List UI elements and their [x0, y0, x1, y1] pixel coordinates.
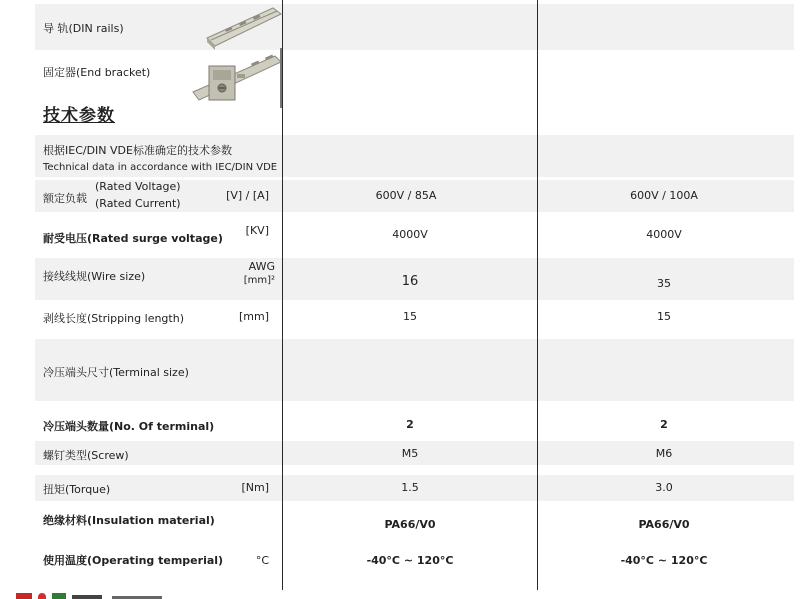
- torque-unit: [Nm]: [241, 481, 269, 494]
- strip-col1: 15: [403, 310, 417, 323]
- intro-en: Technical data in accordance with IEC/DIN VDE: [43, 162, 278, 173]
- temp-label: 使用温度(Operating temperial): [43, 554, 224, 567]
- insulation-col1: PA66/V0: [384, 518, 436, 531]
- insulation-label: 绝缘材料(Insulation material): [43, 514, 215, 527]
- insulation-col2: PA66/V0: [638, 518, 690, 531]
- terminal-no-label: 冷压端头数量(No. Of terminal): [43, 420, 215, 433]
- strip-label: 剥线长度(Stripping length): [43, 312, 184, 325]
- temp-unit: °C: [255, 554, 269, 567]
- rated-load-col2: 600V / 100A: [630, 189, 698, 202]
- surge-col2: 4000V: [646, 228, 682, 241]
- torque-col1: 1.5: [401, 481, 419, 494]
- strip-col2: 15: [657, 310, 671, 323]
- terminal-size-label: 冷压端头尺寸(Terminal size): [43, 366, 189, 379]
- screw-col2: M6: [655, 447, 673, 460]
- end-bracket-image: [191, 48, 283, 110]
- surge-label: 耐受电压(Rated surge voltage): [43, 232, 223, 245]
- surge-col1: 4000V: [392, 228, 428, 241]
- intro-cn: 根据IEC/DIN VDE标准确定的技术参数: [43, 144, 232, 157]
- end-bracket-label: 固定器(End bracket): [43, 66, 151, 79]
- rated-voltage-label: (Rated Voltage): [95, 180, 181, 193]
- rated-load-unit: [V] / [A]: [226, 189, 269, 202]
- temp-col1: -40°C ~ 120°C: [366, 554, 454, 567]
- rated-current-label: (Rated Current): [95, 197, 181, 210]
- end-bracket-shadow-rule: [280, 48, 282, 108]
- rated-load-label: 额定负载: [43, 192, 87, 205]
- terminal-no-col1: 2: [406, 418, 414, 431]
- footer-fragment-red-dot: [38, 593, 46, 599]
- wire-col1: 16: [401, 274, 419, 289]
- screw-label: 螺钉类型(Screw): [43, 449, 129, 462]
- torque-label: 扭矩(Torque): [43, 483, 111, 496]
- footer-fragment-red: [16, 593, 32, 599]
- wire-unit-awg: AWG: [248, 260, 275, 273]
- temp-col2: -40°C ~ 120°C: [620, 554, 708, 567]
- strip-unit: [mm]: [238, 310, 269, 323]
- section-title: 技术参数: [43, 106, 115, 126]
- rated-load-col1: 600V / 85A: [375, 189, 437, 202]
- footer-fragment-dark: [72, 595, 102, 599]
- screw-col1: M5: [401, 447, 419, 460]
- din-rails-label: 导 轨(DIN rails): [43, 22, 124, 35]
- din-rail-image: [203, 4, 283, 50]
- column-rule-right: [537, 0, 538, 590]
- terminal-no-col2: 2: [660, 418, 668, 431]
- surge-unit: [KV]: [245, 224, 269, 237]
- footer-fragment-green: [52, 593, 66, 599]
- wire-col2: 35: [657, 277, 671, 290]
- torque-col2: 3.0: [655, 481, 673, 494]
- wire-unit-mm: [mm]²: [243, 275, 275, 286]
- row-band-din-rails: [35, 4, 794, 50]
- wire-label: 接线线规(Wire size): [43, 270, 146, 283]
